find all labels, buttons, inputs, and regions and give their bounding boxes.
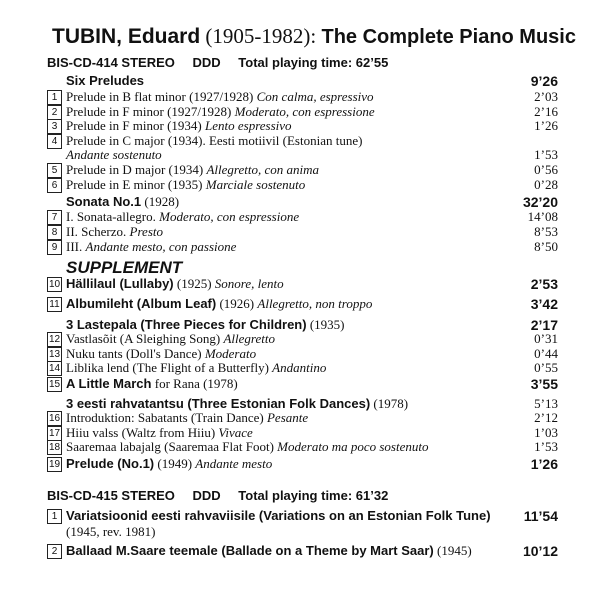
track-time: 0’31 (534, 331, 558, 346)
track-title: A Little March for Rana (1978) (66, 376, 238, 391)
track-title: Prelude (No.1) (1949) Andante mesto (66, 456, 273, 471)
work-title: The Complete Piano Music (321, 26, 576, 48)
section-sonata: Sonata No.1 (1928) (66, 194, 180, 209)
track-main: Introduktion: Sabatants (Train Dance) (66, 410, 264, 425)
track-number: 14 (48, 363, 61, 374)
track-main: Prelude in F minor (1927/1928) (66, 103, 232, 119)
track-main: Vastlasõit (A Sleighing Song) (66, 331, 221, 346)
track-time: 0’28 (534, 176, 558, 192)
track-title (66, 224, 163, 240)
track-time: 2’03 (534, 89, 558, 104)
track-tempo: Presto (129, 224, 163, 239)
track-time: 3’42 (530, 296, 558, 312)
track-main: Prelude in B flat minor (1927/1928) (66, 89, 254, 104)
track-tempo: Andante mesto, con passione (85, 239, 237, 254)
cd2-id: BIS-CD-415 STEREO (47, 488, 175, 503)
track-tempo: Allegretto (223, 331, 275, 346)
cd2-total: Total playing time: 61’32 (238, 488, 389, 503)
track-number: 8 (47, 225, 62, 240)
track-title (66, 239, 236, 255)
track-tempo: Allegretto, con anima (206, 162, 319, 177)
track-time: 1’26 (530, 456, 558, 472)
track-number: 5 (47, 163, 62, 178)
composer-name: TUBIN, Eduard (52, 25, 201, 48)
track-number: 1 (47, 509, 62, 524)
section-total: 2’17 (530, 317, 558, 333)
track-tempo: Moderato ma poco sostenuto (277, 439, 429, 454)
track-number: 16 (48, 413, 61, 424)
track-tempo: Pesante (266, 410, 309, 425)
track-title (66, 147, 162, 163)
cd1-id: BIS-CD-414 STEREO (47, 55, 175, 70)
track-title (66, 133, 362, 149)
track-time: 2’16 (534, 103, 558, 119)
track-number: 1 (47, 90, 62, 105)
track-title (66, 118, 292, 134)
track-time: 10’12 (522, 543, 558, 559)
track-time: 2’12 (534, 410, 558, 425)
track-main: Saaremaa labajalg (Saaremaa Flat Foot) (66, 439, 274, 454)
track-number: 15 (48, 379, 61, 390)
track-main: II. Scherzo. (66, 224, 127, 239)
track-main: Prelude in D major (1934) (66, 162, 204, 177)
track-main: Prelude in F minor (1934) (66, 118, 202, 134)
track-main: Nuku tants (Doll's Dance) (66, 345, 202, 361)
cd1-total: Total playing time: 62’55 (238, 55, 389, 70)
track-time: 0’55 (534, 360, 558, 375)
track-time: 1’26 (534, 118, 558, 134)
track-time: 14’08 (527, 209, 558, 224)
track-tempo: Marciale sostenuto (205, 176, 306, 192)
track-number: 13 (48, 348, 61, 360)
track-time: 8’50 (534, 239, 558, 254)
track-time: 1’53 (534, 147, 558, 163)
track-number: 2 (47, 544, 62, 559)
cd2-mode: DDD (192, 488, 221, 503)
track-title-line2: (1945, rev. 1981) (66, 524, 156, 539)
track-tempo: Moderato, con espressione (234, 103, 375, 119)
track-number: 3 (47, 119, 62, 134)
section-total: 5’13 (534, 396, 558, 411)
track-title (66, 439, 428, 455)
track-title: Ballaad M.Saare teemale (Ballade on a Theme by Mart Saar) (1945) (66, 543, 472, 558)
track-main: III. (66, 239, 83, 254)
track-time: 0’56 (534, 162, 558, 177)
track-number: 12 (48, 334, 61, 345)
section-lastepala: 3 Lastepala (Three Pieces for Children) (1935) (66, 317, 345, 332)
track-time: 11’54 (523, 508, 558, 524)
track-number: 2 (47, 105, 62, 120)
track-time: 1’03 (534, 424, 558, 440)
section-folk-dances: 3 eesti rahvatantsu (Three Estonian Folk Dances) (1978) (66, 396, 409, 411)
track-title (66, 89, 374, 105)
track-time: 3’55 (530, 376, 558, 392)
track-number: 10 (48, 279, 61, 290)
track-title: Albumileht (Album Leaf) (1926) Allegretto, non troppo (66, 296, 373, 311)
track-main: Prelude in C major (1934). Eesti motiivil (Estonian tune) (66, 132, 363, 148)
page-title (52, 24, 576, 49)
track-number: 7 (47, 210, 62, 225)
track-tempo: Moderato, con espressione (159, 209, 300, 224)
track-title (66, 162, 319, 178)
track-main: Liblika lend (The Flight of a Butterfly) (66, 360, 269, 375)
section-total: 32’20 (522, 194, 558, 210)
track-title (66, 104, 375, 120)
track-time: 1’53 (534, 439, 558, 454)
track-number: 4 (47, 134, 62, 149)
track-number: 11 (47, 297, 62, 312)
track-tempo: Moderato (204, 345, 257, 361)
track-tempo: Lento espressivo (205, 118, 292, 134)
track-tempo: Andantino (272, 360, 327, 375)
track-main: Prelude in E minor (1935) (66, 176, 203, 192)
track-number: 6 (47, 178, 62, 193)
track-tempo: Vivace (218, 424, 253, 440)
track-time: 2’53 (530, 276, 558, 292)
cd2-header (47, 488, 402, 503)
cd1-header (47, 55, 402, 70)
track-main: Hiiu valss (Waltz from Hiiu) (66, 424, 216, 440)
track-number: 17 (48, 427, 61, 439)
track-number: 9 (47, 240, 62, 255)
track-number: 19 (48, 459, 61, 470)
track-time: 8’53 (534, 224, 558, 239)
track-main: I. Sonata-allegro. (66, 209, 156, 224)
section-total: 9’26 (530, 73, 558, 89)
track-tempo: Con calma, espressivo (256, 89, 374, 104)
track-title: Variatsioonid eesti rahvaviisile (Variations on an Estonian Folk Tune) (66, 508, 491, 523)
cd1-mode: DDD (192, 55, 221, 70)
track-time: 0’44 (534, 345, 558, 361)
track-title (66, 209, 299, 225)
track-title: Hällilaul (Lullaby) (1925) Sonore, lento (66, 276, 284, 291)
track-title (66, 360, 326, 376)
track-title (66, 177, 305, 193)
supplement-heading: SUPPLEMENT (66, 258, 183, 277)
track-number: 18 (48, 442, 61, 453)
section-six-preludes: Six Preludes (66, 73, 145, 88)
composer-years: (1905-1982): (205, 24, 317, 48)
track-tempo: Andante sostenuto (66, 147, 162, 163)
